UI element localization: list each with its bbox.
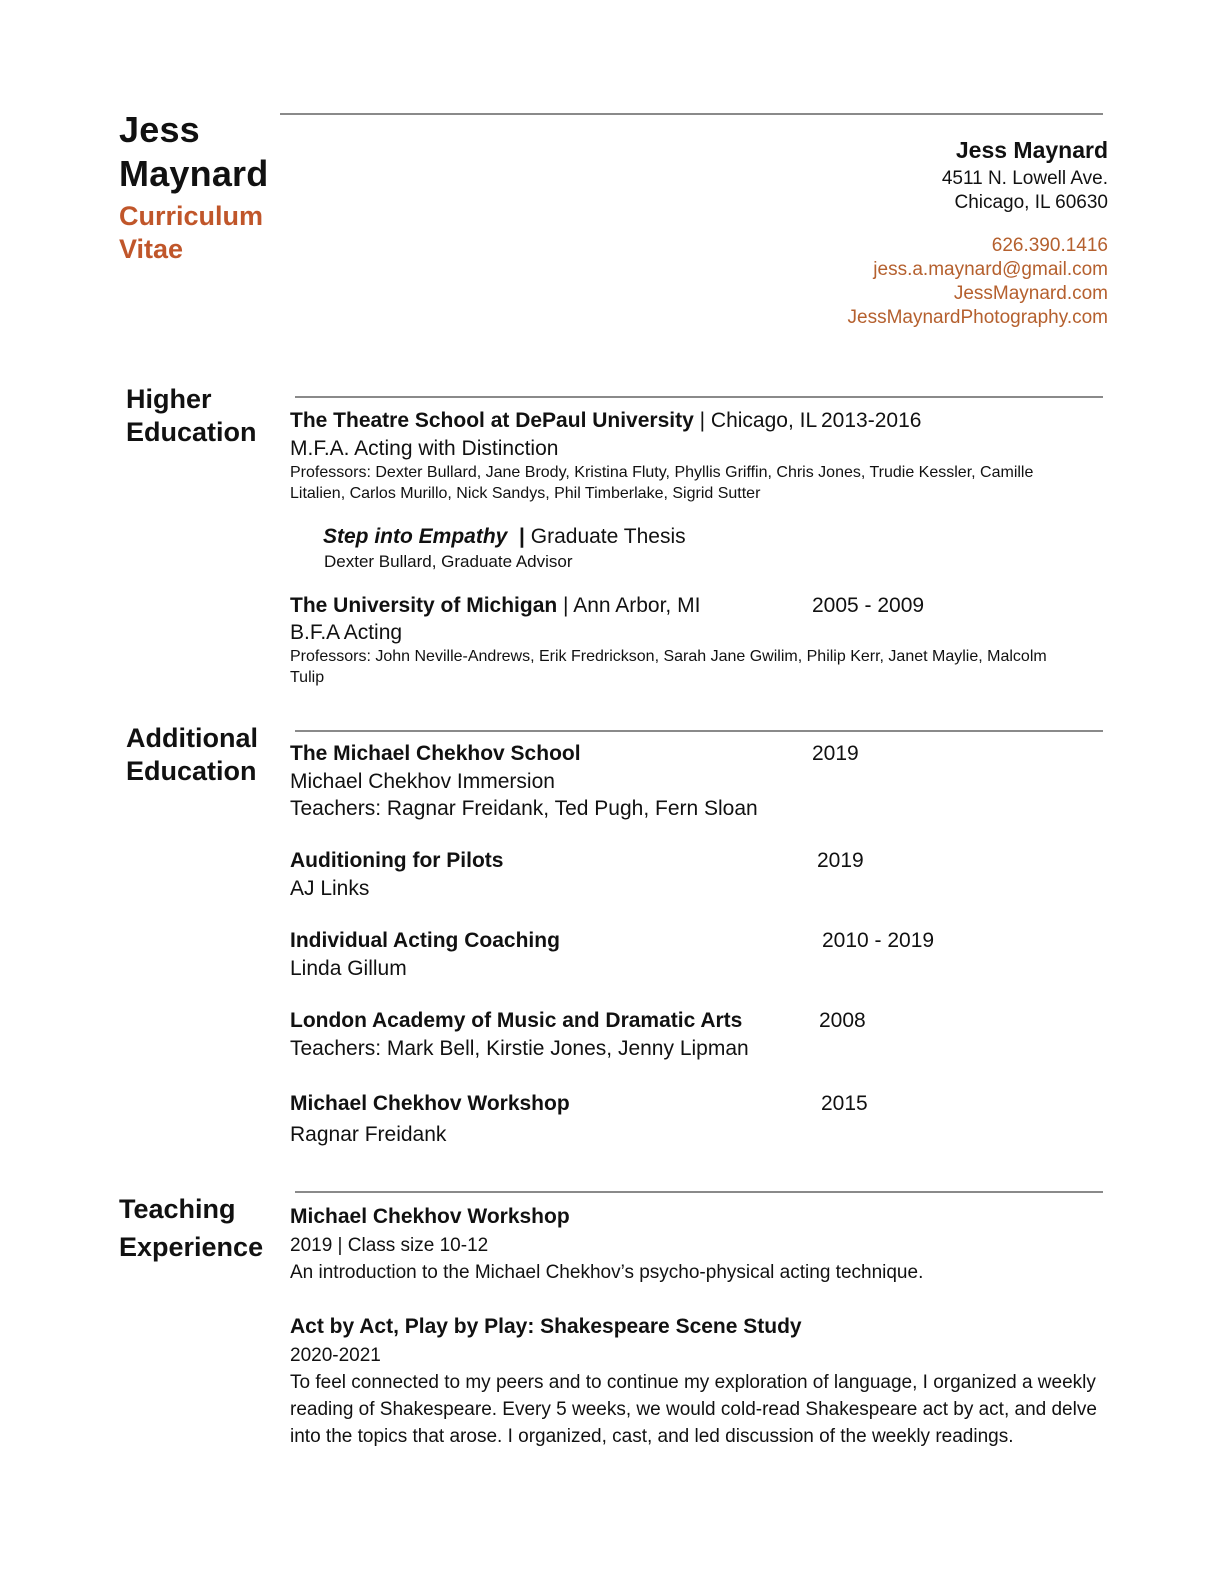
teaching-entry-desc: reading of Shakespeare. Every 5 weeks, we would cold-read Shakespeare act by act, and delve xyxy=(290,1399,1097,1420)
phone-link[interactable]: 626.390.1416 xyxy=(991,235,1108,256)
teaching-entry-title: Act by Act, Play by Play: Shakespeare Scene Study xyxy=(290,1315,802,1338)
entry-line: Teachers: Ragnar Freidank, Ted Pugh, Fern Sloan xyxy=(290,797,758,820)
michigan-dates: 2005 - 2009 xyxy=(812,594,925,617)
contact-block xyxy=(848,135,1109,330)
teaching-entry-desc: An introduction to the Michael Chekhov’s psycho-physical acting technique. xyxy=(290,1262,924,1283)
entry-line: Ragnar Freidank xyxy=(290,1123,447,1146)
michigan-location: Ann Arbor, MI xyxy=(573,594,701,617)
entry-date: 2019 xyxy=(812,742,859,765)
higher-education-divider xyxy=(295,396,1103,398)
higher-education-heading: Higher Education xyxy=(126,384,257,447)
entry-title: Auditioning for Pilots xyxy=(290,849,504,872)
thesis-label: Graduate Thesis xyxy=(530,525,686,548)
entry-line: Linda Gillum xyxy=(290,957,407,980)
teaching-experience-divider xyxy=(295,1191,1103,1193)
entry-title: London Academy of Music and Dramatic Arts xyxy=(290,1009,743,1032)
header-divider xyxy=(280,113,1103,115)
entry-title: The Michael Chekhov School xyxy=(290,742,581,765)
depaul-school: The Theatre School at DePaul University xyxy=(290,409,694,432)
depaul-professors-line1: Professors: Dexter Bullard, Jane Brody, Kristina Fluty, Phyllis Griffin, Chris Jones, Trudie Kessler, Camille xyxy=(290,464,1034,481)
michigan-degree: B.F.A Acting xyxy=(290,621,403,644)
teaching-entry-desc: To feel connected to my peers and to continue my exploration of language, I organized a weekly xyxy=(290,1372,1096,1393)
entry-title: Michael Chekhov Workshop xyxy=(290,1092,570,1115)
entry-date: 2010 - 2019 xyxy=(822,929,935,952)
doc-title-line2: Vitae xyxy=(119,234,184,264)
additional-education-divider xyxy=(295,730,1103,732)
entry-line: AJ Links xyxy=(290,877,370,900)
michigan-professors-line2: Tulip xyxy=(290,669,325,686)
depaul-degree: M.F.A. Acting with Distinction xyxy=(290,437,559,460)
michigan-school: The University of Michigan xyxy=(290,594,558,617)
michigan-title: The University of Michigan | Ann Arbor, MI xyxy=(290,594,701,617)
teaching-experience-heading: Teaching Experience xyxy=(119,1194,264,1262)
entry-date: 2008 xyxy=(819,1009,866,1032)
entry-title: Individual Acting Coaching xyxy=(290,929,560,952)
michigan-professors-line1: Professors: John Neville-Andrews, Erik Fredrickson, Sarah Jane Gwilim, Philip Kerr, Janet Maylie, Malcolm xyxy=(290,648,1047,665)
thesis-advisor: Dexter Bullard, Graduate Advisor xyxy=(324,552,573,571)
entry-date: 2015 xyxy=(821,1092,868,1115)
address-line2: Chicago, IL 60630 xyxy=(954,192,1108,213)
depaul-location: Chicago, IL xyxy=(710,409,818,432)
last-name: Maynard xyxy=(119,153,269,194)
thesis-title: Step into Empathy xyxy=(323,525,508,548)
doc-title-line1: Curriculum xyxy=(119,201,264,231)
document-title xyxy=(119,200,263,266)
resume-name xyxy=(119,108,268,196)
email-link[interactable]: jess.a.maynard@gmail.com xyxy=(873,259,1108,280)
teaching-entry-meta: 2019 | Class size 10-12 xyxy=(290,1235,489,1256)
depaul-professors-line2: Litalien, Carlos Murillo, Nick Sandys, Phil Timberlake, Sigrid Sutter xyxy=(290,485,761,502)
entry-line: Teachers: Mark Bell, Kirstie Jones, Jenny Lipman xyxy=(290,1037,749,1060)
depaul-dates: 2013-2016 xyxy=(821,409,922,432)
teaching-entry-title: Michael Chekhov Workshop xyxy=(290,1205,570,1228)
teaching-entry-meta: 2020-2021 xyxy=(290,1345,381,1366)
depaul-title: The Theatre School at DePaul University | Chicago, IL xyxy=(290,409,818,432)
contact-name: Jess Maynard xyxy=(955,137,1108,163)
additional-education-heading: Additional Education xyxy=(126,723,258,786)
entry-line: Michael Chekhov Immersion xyxy=(290,770,555,793)
first-name: Jess xyxy=(119,109,200,150)
address-line1: 4511 N. Lowell Ave. xyxy=(941,168,1108,189)
thesis-title-line: Step into Empathy | Graduate Thesis xyxy=(323,525,686,548)
entry-date: 2019 xyxy=(817,849,864,872)
website-link[interactable]: JessMaynard.com xyxy=(953,283,1108,304)
photography-site-link[interactable]: JessMaynardPhotography.com xyxy=(847,307,1108,328)
teaching-entry-desc: into the topics that arose. I organized, cast, and led discussion of the weekly readings. xyxy=(290,1426,1014,1447)
